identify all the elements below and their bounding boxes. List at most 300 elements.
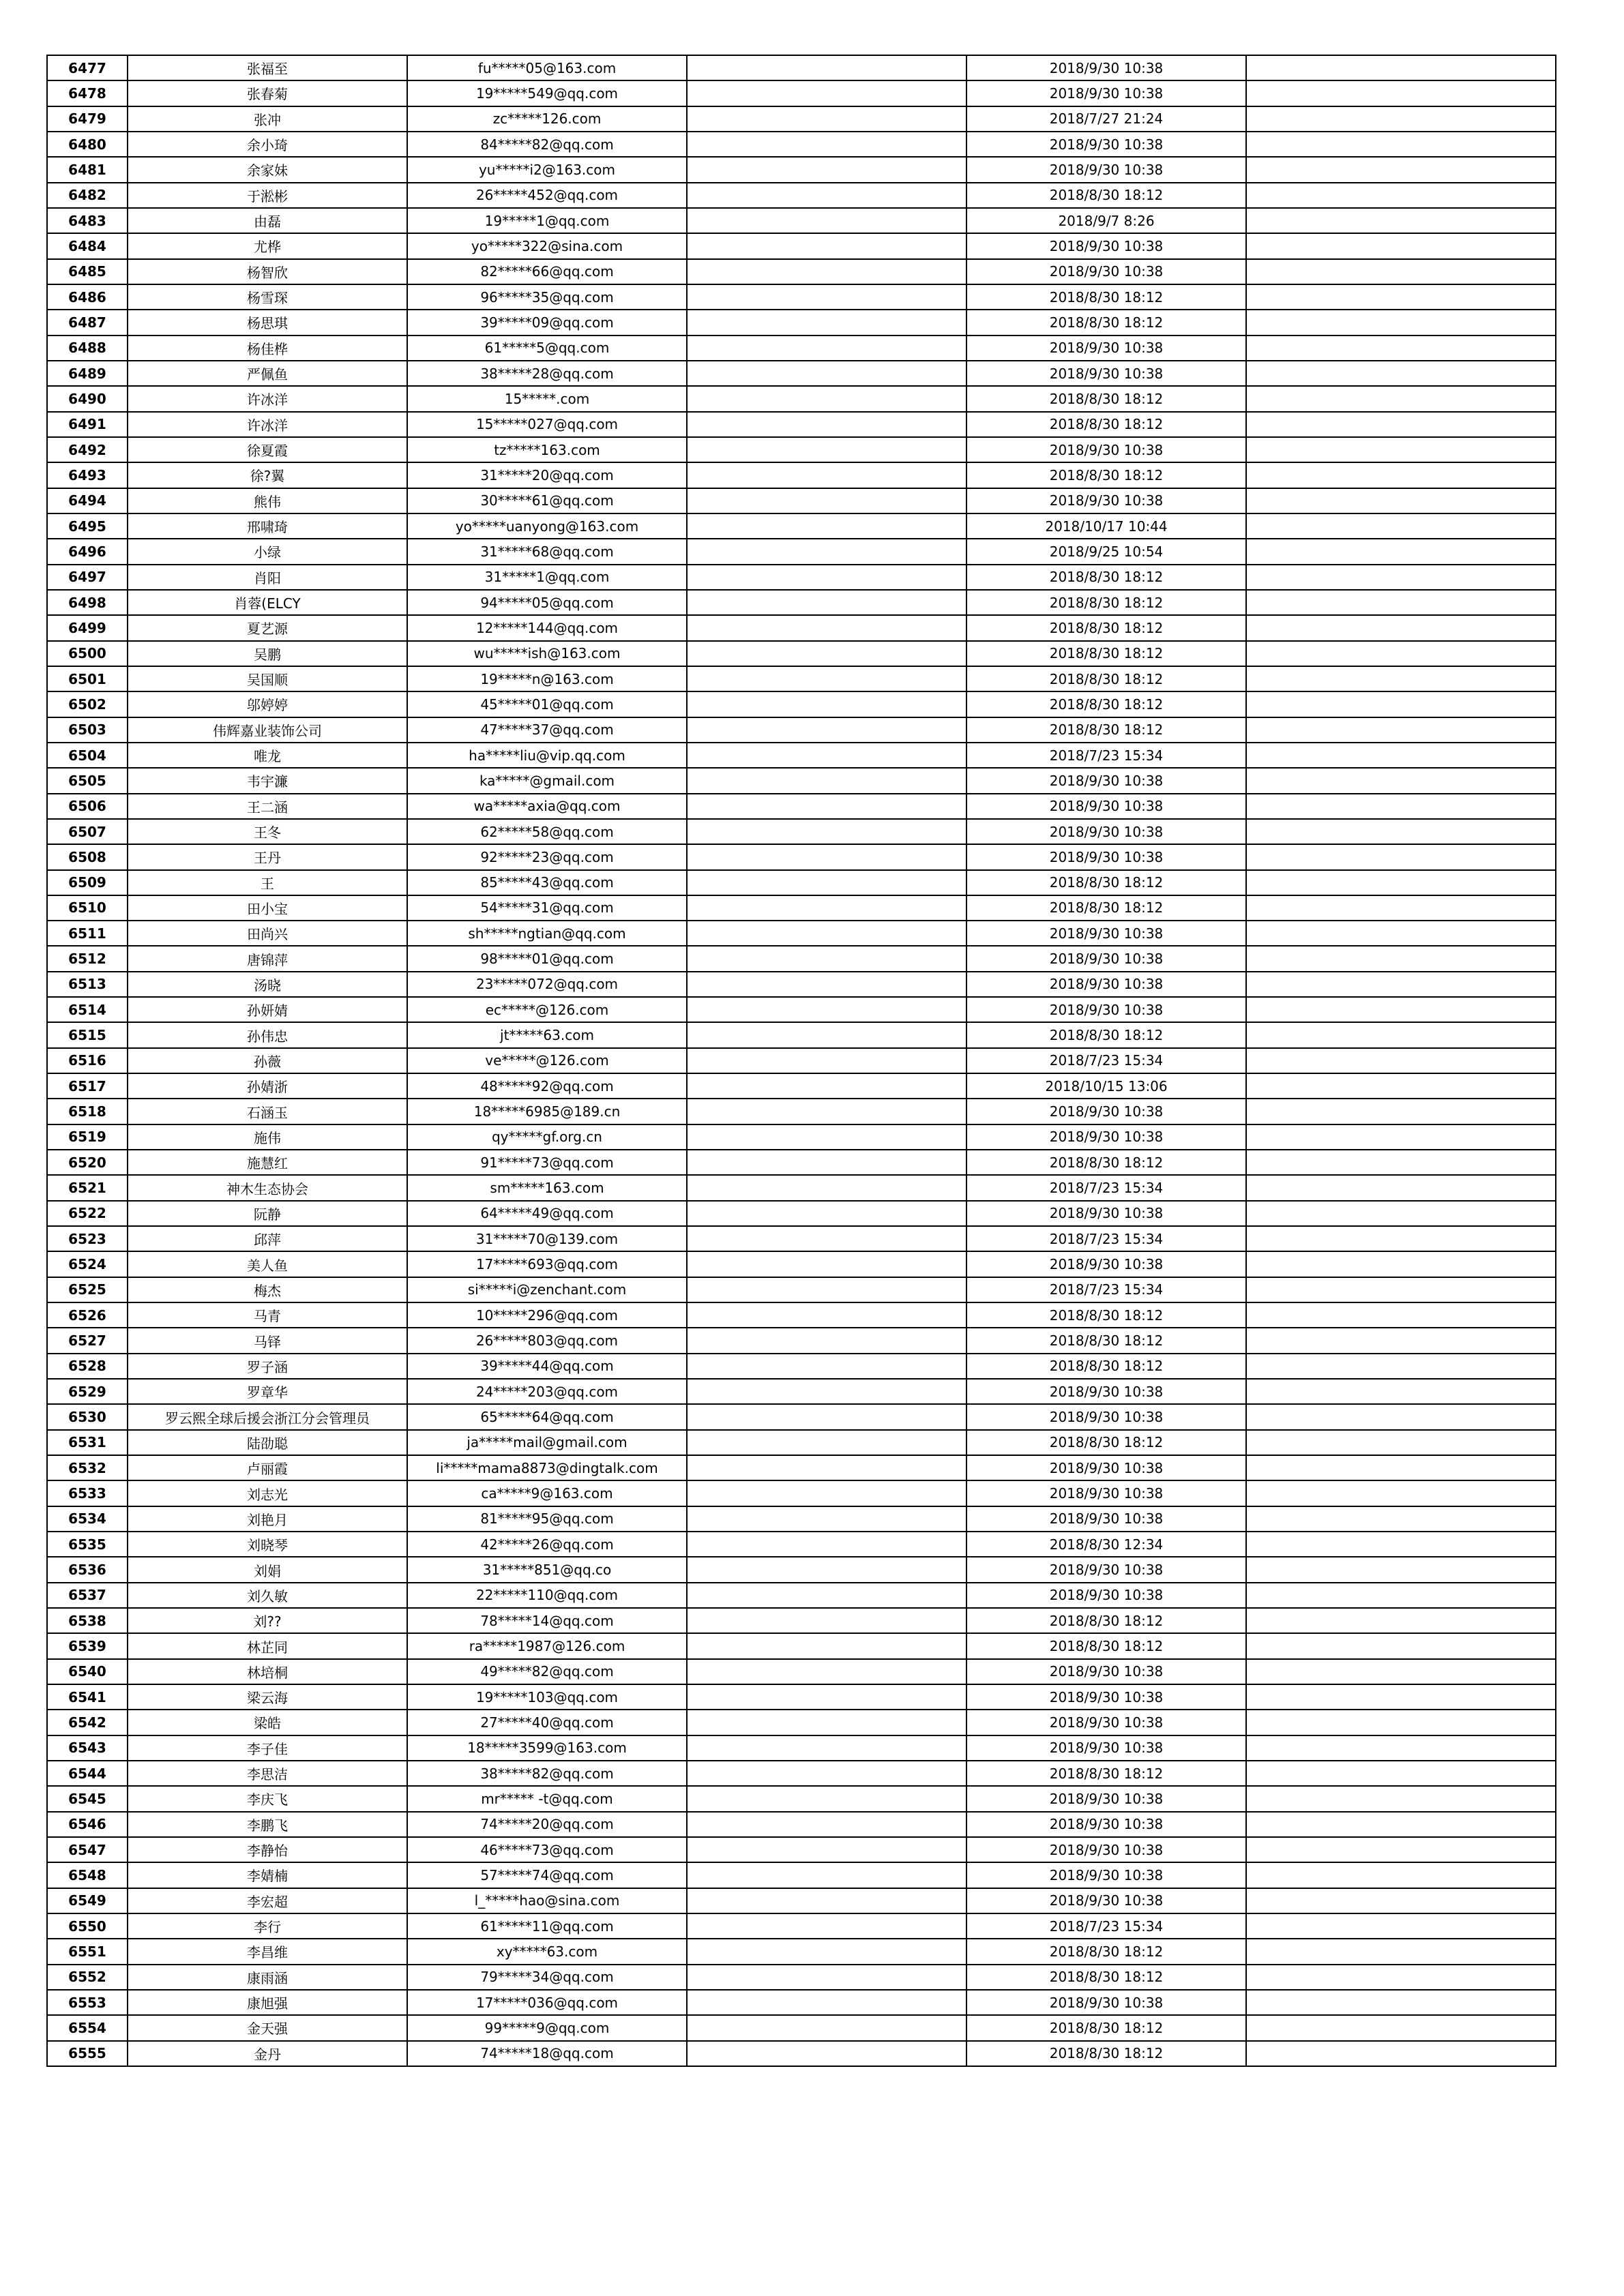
empty-cell [1246,1379,1556,1404]
date-cell: 2018/9/30 10:38 [966,437,1246,462]
empty-cell [1246,55,1556,80]
table-row [47,157,1556,182]
empty-cell [687,1099,966,1124]
email-cell: ec*****@126.com [407,997,687,1022]
empty-cell [687,208,966,233]
row-id-cell: 6502 [47,691,128,717]
table-row [47,1048,1556,1073]
date-cell: 2018/9/30 10:38 [966,233,1246,258]
empty-cell [1246,1073,1556,1099]
empty-cell [687,361,966,386]
email-cell: 64*****49@qq.com [407,1201,687,1226]
email-cell: 18*****6985@189.cn [407,1099,687,1124]
name-cell: 康雨涵 [128,1965,407,1990]
date-cell: 2018/9/30 10:38 [966,1404,1246,1429]
date-cell: 2018/7/27 21:24 [966,106,1246,132]
row-id-cell: 6489 [47,361,128,386]
row-id-cell: 6514 [47,997,128,1022]
empty-cell [687,1532,966,1557]
empty-cell [1246,1430,1556,1455]
row-id-cell: 6487 [47,310,128,335]
row-id-cell: 6537 [47,1583,128,1608]
name-cell: 李思洁 [128,1761,407,1786]
table-row [47,1583,1556,1608]
empty-cell [1246,1812,1556,1837]
name-cell: 唐锦萍 [128,946,407,971]
row-id-cell: 6501 [47,666,128,691]
row-id-cell: 6516 [47,1048,128,1073]
empty-cell [687,1659,966,1684]
name-cell: 王冬 [128,819,407,844]
empty-cell [687,1480,966,1506]
date-cell: 2018/8/30 18:12 [966,1939,1246,1964]
name-cell: 由磊 [128,208,407,233]
table-row [47,1532,1556,1557]
email-cell: 82*****66@qq.com [407,259,687,284]
empty-cell [687,1583,966,1608]
empty-cell [1246,1965,1556,1990]
empty-cell [1246,361,1556,386]
empty-cell [687,412,966,437]
empty-cell [687,1226,966,1251]
empty-cell [687,437,966,462]
email-cell: sm*****163.com [407,1175,687,1200]
empty-cell [687,1506,966,1532]
name-cell: 杨智欣 [128,259,407,284]
empty-cell [1246,310,1556,335]
table-row [47,1455,1556,1480]
table-row [47,819,1556,844]
empty-cell [1246,1455,1556,1480]
row-id-cell: 6541 [47,1684,128,1710]
name-cell: 余家妹 [128,157,407,182]
empty-cell [1246,1099,1556,1124]
email-cell: sh*****ngtian@qq.com [407,921,687,946]
name-cell: 王丹 [128,844,407,869]
table-row [47,80,1556,106]
name-cell: 金天强 [128,2015,407,2040]
table-row [47,183,1556,208]
table-row [47,208,1556,233]
empty-cell [687,1965,966,1990]
table-row [47,1557,1556,1582]
table-row [47,1022,1556,1047]
empty-cell [687,717,966,743]
date-cell: 2018/8/30 18:12 [966,1430,1246,1455]
email-cell: 15*****027@qq.com [407,412,687,437]
date-cell: 2018/7/23 15:34 [966,743,1246,768]
row-id-cell: 6539 [47,1633,128,1658]
table-row [47,844,1556,869]
email-cell: ra*****1987@126.com [407,1633,687,1658]
name-cell: 美人鱼 [128,1251,407,1277]
email-cell: 12*****144@qq.com [407,615,687,640]
name-cell: 杨雪琛 [128,284,407,310]
date-cell: 2018/8/30 18:12 [966,1022,1246,1047]
empty-cell [1246,208,1556,233]
name-cell: 田尚兴 [128,921,407,946]
empty-cell [687,972,966,997]
row-id-cell: 6536 [47,1557,128,1582]
email-cell: ha*****liu@vip.qq.com [407,743,687,768]
row-id-cell: 6495 [47,513,128,539]
empty-cell [687,615,966,640]
name-cell: 石涵玉 [128,1099,407,1124]
row-id-cell: 6535 [47,1532,128,1557]
name-cell: 李庆飞 [128,1786,407,1811]
email-cell: 99*****9@qq.com [407,2015,687,2040]
name-cell: 夏艺源 [128,615,407,640]
date-cell: 2018/9/30 10:38 [966,972,1246,997]
email-cell: 31*****20@qq.com [407,462,687,488]
email-cell: 54*****31@qq.com [407,895,687,921]
empty-cell [687,1786,966,1811]
email-cell: 26*****452@qq.com [407,183,687,208]
table-row [47,2041,1556,2066]
spreadsheet-page [46,55,1555,2275]
email-cell: 26*****803@qq.com [407,1328,687,1353]
name-cell: 康旭强 [128,1990,407,2015]
empty-cell [1246,1354,1556,1379]
row-id-cell: 6520 [47,1150,128,1175]
date-cell: 2018/9/30 10:38 [966,55,1246,80]
email-cell: 57*****74@qq.com [407,1862,687,1888]
empty-cell [687,106,966,132]
table-row [47,412,1556,437]
table-row [47,1913,1556,1939]
date-cell: 2018/9/30 10:38 [966,1659,1246,1684]
email-cell: 38*****82@qq.com [407,1761,687,1786]
table-row [47,1710,1556,1735]
row-id-cell: 6504 [47,743,128,768]
empty-cell [687,819,966,844]
table-row [47,1379,1556,1404]
row-id-cell: 6506 [47,794,128,819]
name-cell: 伟辉嘉业装饰公司 [128,717,407,743]
name-cell: 梅杰 [128,1277,407,1302]
row-id-cell: 6552 [47,1965,128,1990]
row-id-cell: 6481 [47,157,128,182]
table-row [47,462,1556,488]
table-row [47,1277,1556,1302]
empty-cell [1246,666,1556,691]
empty-cell [687,1175,966,1200]
table-row [47,997,1556,1022]
empty-cell [687,1862,966,1888]
empty-cell [687,2041,966,2066]
date-cell: 2018/9/30 10:38 [966,1251,1246,1277]
empty-cell [687,946,966,971]
row-id-cell: 6544 [47,1761,128,1786]
table-row [47,1201,1556,1226]
empty-cell [1246,233,1556,258]
row-id-cell: 6485 [47,259,128,284]
date-cell: 2018/8/30 18:12 [966,590,1246,615]
table-row [47,1328,1556,1353]
email-cell: 92*****23@qq.com [407,844,687,869]
date-cell: 2018/8/30 18:12 [966,641,1246,666]
table-row [47,768,1556,793]
empty-cell [1246,870,1556,895]
date-cell: 2018/9/30 10:38 [966,1862,1246,1888]
row-id-cell: 6551 [47,1939,128,1964]
empty-cell [687,1812,966,1837]
name-cell: 徐夏霞 [128,437,407,462]
table-row [47,641,1556,666]
email-cell: 47*****37@qq.com [407,717,687,743]
empty-cell [687,1913,966,1939]
table-row [47,946,1556,971]
date-cell: 2018/8/30 18:12 [966,870,1246,895]
date-cell: 2018/9/30 10:38 [966,1557,1246,1582]
date-cell: 2018/8/30 18:12 [966,1965,1246,1990]
empty-cell [687,513,966,539]
date-cell: 2018/9/30 10:38 [966,794,1246,819]
name-cell: 吴国顺 [128,666,407,691]
empty-cell [1246,1201,1556,1226]
empty-cell [1246,1786,1556,1811]
date-cell: 2018/7/23 15:34 [966,1226,1246,1251]
name-cell: 卢丽霞 [128,1455,407,1480]
date-cell: 2018/9/30 10:38 [966,844,1246,869]
name-cell: 余小琦 [128,132,407,157]
empty-cell [1246,895,1556,921]
table-row [47,1226,1556,1251]
email-cell: 81*****95@qq.com [407,1506,687,1532]
empty-cell [1246,1710,1556,1735]
email-cell: zc*****126.com [407,106,687,132]
name-cell: 施慧红 [128,1150,407,1175]
empty-cell [1246,1939,1556,1964]
date-cell: 2018/9/30 10:38 [966,1735,1246,1761]
empty-cell [1246,1506,1556,1532]
row-id-cell: 6488 [47,336,128,361]
empty-cell [1246,615,1556,640]
table-row [47,1965,1556,1990]
date-cell: 2018/8/30 18:12 [966,565,1246,590]
date-cell: 2018/9/30 10:38 [966,361,1246,386]
empty-cell [687,1124,966,1150]
name-cell: 熊伟 [128,488,407,513]
empty-cell [1246,1532,1556,1557]
email-cell: ja*****mail@gmail.com [407,1430,687,1455]
row-id-cell: 6523 [47,1226,128,1251]
row-id-cell: 6499 [47,615,128,640]
table-row [47,488,1556,513]
name-cell: 李静怡 [128,1837,407,1862]
date-cell: 2018/8/30 18:12 [966,1150,1246,1175]
empty-cell [1246,1022,1556,1047]
table-row [47,1404,1556,1429]
empty-cell [1246,2015,1556,2040]
empty-cell [687,1990,966,2015]
table-row [47,972,1556,997]
empty-cell [1246,157,1556,182]
row-id-cell: 6512 [47,946,128,971]
table-row [47,1124,1556,1150]
empty-cell [1246,1557,1556,1582]
empty-cell [687,1939,966,1964]
empty-cell [687,794,966,819]
email-cell: 17*****693@qq.com [407,1251,687,1277]
email-cell: 22*****110@qq.com [407,1583,687,1608]
name-cell: 邱萍 [128,1226,407,1251]
empty-cell [687,462,966,488]
email-cell: ve*****@126.com [407,1048,687,1073]
empty-cell [1246,717,1556,743]
empty-cell [1246,1761,1556,1786]
name-cell: 刘久敏 [128,1583,407,1608]
date-cell: 2018/9/30 10:38 [966,1684,1246,1710]
empty-cell [687,488,966,513]
table-row [47,1430,1556,1455]
name-cell: 李子佳 [128,1735,407,1761]
email-cell: ka*****@gmail.com [407,768,687,793]
empty-cell [1246,2041,1556,2066]
empty-cell [687,1430,966,1455]
empty-cell [1246,641,1556,666]
empty-cell [1246,1124,1556,1150]
email-cell: 31*****70@139.com [407,1226,687,1251]
date-cell: 2018/9/30 10:38 [966,259,1246,284]
empty-cell [687,1710,966,1735]
row-id-cell: 6546 [47,1812,128,1837]
name-cell: 邢啸琦 [128,513,407,539]
empty-cell [687,1684,966,1710]
name-cell: 刘娟 [128,1557,407,1582]
email-cell: 46*****73@qq.com [407,1837,687,1862]
table-row [47,539,1556,564]
empty-cell [1246,539,1556,564]
date-cell: 2018/9/30 10:38 [966,997,1246,1022]
row-id-cell: 6526 [47,1302,128,1328]
row-id-cell: 6493 [47,462,128,488]
name-cell: 李昌维 [128,1939,407,1964]
name-cell: 尤桦 [128,233,407,258]
empty-cell [1246,972,1556,997]
table-row [47,233,1556,258]
table-row [47,259,1556,284]
row-id-cell: 6511 [47,921,128,946]
name-cell: 梁皓 [128,1710,407,1735]
name-cell: 金丹 [128,2041,407,2066]
row-id-cell: 6550 [47,1913,128,1939]
table-row [47,1939,1556,1964]
email-cell: yo*****uanyong@163.com [407,513,687,539]
row-id-cell: 6492 [47,437,128,462]
email-cell: 19*****1@qq.com [407,208,687,233]
empty-cell [687,284,966,310]
empty-cell [687,997,966,1022]
empty-cell [687,80,966,106]
email-cell: 18*****3599@163.com [407,1735,687,1761]
date-cell: 2018/8/30 18:12 [966,717,1246,743]
row-id-cell: 6508 [47,844,128,869]
email-cell: si*****i@zenchant.com [407,1277,687,1302]
table-row [47,1659,1556,1684]
name-cell: 李行 [128,1913,407,1939]
date-cell: 2018/7/23 15:34 [966,1048,1246,1073]
empty-cell [687,870,966,895]
table-row [47,361,1556,386]
empty-cell [1246,1913,1556,1939]
table-body [47,55,1556,2066]
empty-cell [687,259,966,284]
date-cell: 2018/9/30 10:38 [966,1455,1246,1480]
email-cell: 38*****28@qq.com [407,361,687,386]
name-cell: 张福至 [128,55,407,80]
name-cell: 许冰洋 [128,412,407,437]
row-id-cell: 6538 [47,1608,128,1633]
date-cell: 2018/8/30 18:12 [966,2041,1246,2066]
row-id-cell: 6483 [47,208,128,233]
name-cell: 韦宇濂 [128,768,407,793]
email-cell: 24*****203@qq.com [407,1379,687,1404]
name-cell: 孙伟忠 [128,1022,407,1047]
empty-cell [687,1633,966,1658]
email-cell: 31*****851@qq.co [407,1557,687,1582]
empty-cell [1246,1150,1556,1175]
empty-cell [1246,691,1556,717]
table-row [47,565,1556,590]
row-id-cell: 6507 [47,819,128,844]
row-id-cell: 6548 [47,1862,128,1888]
email-cell: 19*****n@163.com [407,666,687,691]
row-id-cell: 6477 [47,55,128,80]
date-cell: 2018/8/30 18:12 [966,691,1246,717]
table-row [47,895,1556,921]
empty-cell [687,641,966,666]
empty-cell [1246,1735,1556,1761]
date-cell: 2018/8/30 18:12 [966,183,1246,208]
date-cell: 2018/8/30 18:12 [966,284,1246,310]
table-row [47,1251,1556,1277]
empty-cell [1246,1583,1556,1608]
table-row [47,106,1556,132]
empty-cell [1246,1277,1556,1302]
empty-cell [1246,768,1556,793]
row-id-cell: 6482 [47,183,128,208]
empty-cell [1246,1659,1556,1684]
name-cell: 罗章华 [128,1379,407,1404]
empty-cell [1246,284,1556,310]
empty-cell [687,183,966,208]
email-cell: mr***** -t@qq.com [407,1786,687,1811]
table-row [47,55,1556,80]
empty-cell [687,1837,966,1862]
table-row [47,513,1556,539]
email-cell: jt*****63.com [407,1022,687,1047]
empty-cell [687,1761,966,1786]
email-cell: li*****mama8873@dingtalk.com [407,1455,687,1480]
email-cell: 31*****68@qq.com [407,539,687,564]
row-id-cell: 6494 [47,488,128,513]
empty-cell [1246,106,1556,132]
email-cell: 30*****61@qq.com [407,488,687,513]
empty-cell [687,768,966,793]
empty-cell [687,1073,966,1099]
table-row [47,284,1556,310]
date-cell: 2018/10/15 13:06 [966,1073,1246,1099]
empty-cell [1246,183,1556,208]
email-cell: 17*****036@qq.com [407,1990,687,2015]
table-row [47,870,1556,895]
date-cell: 2018/8/30 18:12 [966,615,1246,640]
table-row [47,1150,1556,1175]
email-cell: wa*****axia@qq.com [407,794,687,819]
name-cell: 汤晓 [128,972,407,997]
empty-cell [687,565,966,590]
